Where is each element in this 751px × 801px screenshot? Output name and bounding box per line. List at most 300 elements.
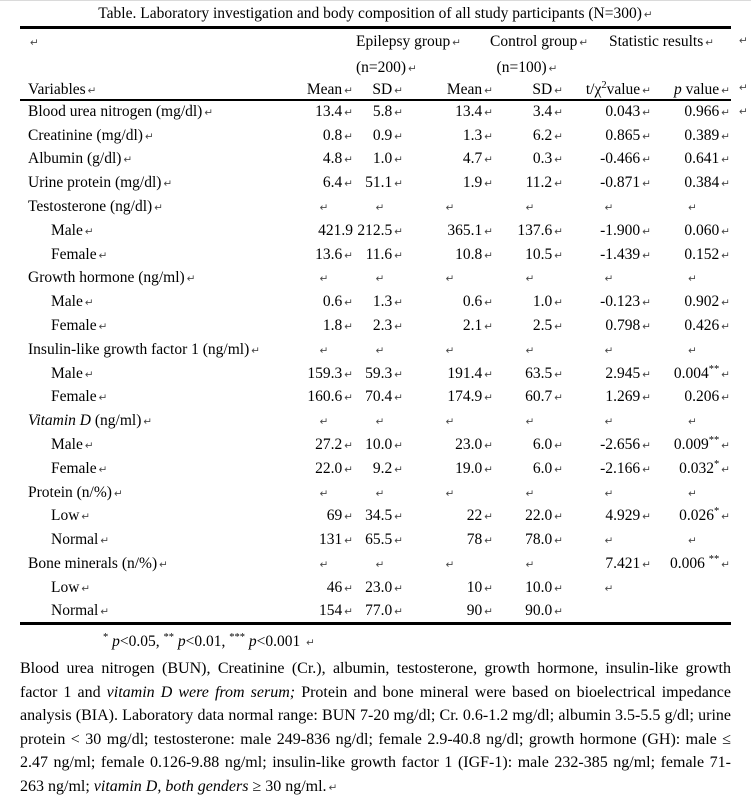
cell-value: 22 ↵ bbox=[466, 507, 493, 525]
return-mark-icon: ↵ bbox=[394, 368, 403, 381]
cell-value: 1.269 ↵ bbox=[605, 388, 651, 406]
return-mark-icon: ↵ bbox=[525, 487, 535, 500]
return-mark-icon: ↵ bbox=[98, 321, 108, 334]
return-mark-icon: ↵ bbox=[554, 130, 563, 143]
return-mark-icon: ↵ bbox=[688, 273, 697, 286]
return-mark-icon: ↵ bbox=[554, 321, 563, 334]
return-mark-icon: ↵ bbox=[525, 273, 535, 286]
header-mean-control: Mean ↵ bbox=[404, 80, 494, 100]
return-mark-icon: ↵ bbox=[344, 511, 353, 524]
return-mark-icon: ↵ bbox=[484, 535, 493, 548]
header-variables: Variables ↵ bbox=[20, 80, 292, 100]
return-mark-icon: ↵ bbox=[642, 249, 651, 262]
cell-value: 0.966 ↵ bbox=[684, 103, 731, 121]
row-label: Male ↵ bbox=[51, 436, 94, 454]
return-mark-icon: ↵ bbox=[81, 582, 91, 595]
cell-value: 0.060 ↵ bbox=[684, 221, 731, 239]
return-mark-icon: ↵ bbox=[484, 130, 493, 143]
row-label: Albumin (g/dl) ↵ bbox=[28, 150, 133, 168]
cell-value bbox=[404, 409, 494, 433]
cell-value: 2.945 ↵ bbox=[605, 364, 651, 382]
significance-asterisk: * bbox=[713, 458, 720, 470]
return-mark-icon: ↵ bbox=[344, 582, 353, 595]
cell-value: 90 ↵ bbox=[466, 601, 493, 619]
header-t-chi2-value: $t/\chi^2value$ ↵ bbox=[564, 80, 652, 100]
cell-value bbox=[404, 552, 494, 576]
return-mark-icon: ↵ bbox=[484, 107, 493, 120]
return-mark-icon: ↵ bbox=[525, 416, 535, 429]
return-mark-icon: ↵ bbox=[688, 202, 697, 215]
return-mark-icon: ↵ bbox=[394, 605, 403, 618]
cell-value: -1.900 ↵ bbox=[600, 221, 651, 239]
cell-value: 1.0 ↵ bbox=[532, 293, 563, 311]
table-row bbox=[20, 243, 731, 267]
row-label: Protein (n/%) ↵ bbox=[28, 483, 123, 501]
table-row bbox=[20, 576, 731, 600]
cell-value bbox=[292, 481, 354, 505]
row-label: Female ↵ bbox=[51, 317, 108, 335]
table-row bbox=[20, 219, 731, 243]
return-mark-icon: ↵ bbox=[705, 37, 715, 49]
header-sd-control: SD ↵ bbox=[494, 80, 564, 100]
table-row bbox=[20, 409, 731, 433]
return-mark-icon: ↵ bbox=[251, 344, 261, 357]
cell-value: 10.0 ↵ bbox=[365, 436, 403, 454]
return-mark-icon: ↵ bbox=[525, 559, 535, 572]
text-segment: <0.01, bbox=[185, 633, 230, 651]
return-mark-icon: ↵ bbox=[721, 84, 731, 97]
cell-value: 131 ↵ bbox=[318, 531, 353, 549]
header-control-n: (n=100) ↵ bbox=[496, 58, 558, 76]
return-mark-icon: ↵ bbox=[604, 202, 614, 215]
cell-value: 4.8 ↵ bbox=[322, 150, 353, 168]
return-mark-icon: ↵ bbox=[642, 225, 651, 238]
return-mark-icon: ↵ bbox=[375, 273, 385, 286]
table-row bbox=[20, 267, 731, 291]
return-mark-icon: ↵ bbox=[484, 440, 493, 453]
cell-value bbox=[354, 409, 404, 433]
row-label: Male ↵ bbox=[51, 293, 94, 311]
cell-value bbox=[564, 267, 652, 291]
cell-value: 1.3 ↵ bbox=[462, 126, 493, 144]
cell-value: 0.6 ↵ bbox=[322, 293, 353, 311]
return-mark-icon: ↵ bbox=[394, 225, 403, 238]
return-mark-icon: ↵ bbox=[344, 440, 353, 453]
return-mark-icon: ↵ bbox=[344, 107, 353, 120]
return-mark-icon: ↵ bbox=[554, 605, 563, 618]
return-mark-icon: ↵ bbox=[721, 559, 731, 572]
table-row bbox=[20, 100, 731, 124]
italic-text: p bbox=[112, 633, 120, 651]
return-mark-icon: ↵ bbox=[84, 297, 94, 310]
cell-value bbox=[564, 576, 652, 600]
cell-value: 2.1 ↵ bbox=[462, 317, 493, 335]
significance-asterisk: ** bbox=[708, 553, 720, 565]
cell-value: 27.2 ↵ bbox=[315, 436, 353, 454]
return-mark-icon: ↵ bbox=[98, 463, 108, 476]
return-mark-icon: ↵ bbox=[30, 37, 39, 49]
return-mark-icon: ↵ bbox=[688, 344, 697, 357]
return-mark-icon: ↵ bbox=[144, 130, 154, 143]
cell-value: 5.8 ↵ bbox=[372, 103, 403, 121]
cell-value: 2.5 ↵ bbox=[532, 317, 563, 335]
row-label: Female ↵ bbox=[51, 459, 108, 477]
return-mark-icon: ↵ bbox=[328, 782, 338, 794]
cell-value bbox=[292, 409, 354, 433]
cell-value: 22.0 ↵ bbox=[315, 459, 353, 477]
return-mark-icon: ↵ bbox=[445, 416, 455, 429]
data-table bbox=[20, 26, 731, 625]
cell-value: 13.4 ↵ bbox=[315, 103, 353, 121]
return-mark-icon: ↵ bbox=[84, 225, 94, 238]
row-label: Normal ↵ bbox=[51, 531, 110, 549]
return-mark-icon: ↵ bbox=[344, 297, 353, 310]
return-mark-icon: ↵ bbox=[394, 463, 403, 476]
cell-value bbox=[404, 338, 494, 362]
return-mark-icon: ↵ bbox=[375, 416, 385, 429]
return-mark-icon: ↵ bbox=[87, 84, 97, 97]
return-mark-icon: ↵ bbox=[554, 368, 563, 381]
return-mark-icon: ↵ bbox=[554, 178, 563, 191]
cell-value bbox=[494, 552, 564, 576]
table-row bbox=[20, 457, 731, 481]
row-label: Testosterone (ng/dl) ↵ bbox=[28, 198, 163, 216]
cell-value bbox=[564, 481, 652, 505]
cell-value: 19.0 ↵ bbox=[455, 459, 493, 477]
significance-asterisk: ** bbox=[163, 631, 174, 643]
return-mark-icon: ↵ bbox=[721, 392, 731, 405]
cell-value: 137.6 ↵ bbox=[517, 221, 563, 239]
cell-value: 6.0 ↵ bbox=[532, 459, 563, 477]
cell-value: 11.2 ↵ bbox=[525, 174, 563, 192]
return-mark-icon: ↵ bbox=[445, 344, 455, 357]
return-mark-icon: ↵ bbox=[484, 392, 493, 405]
italic-text: vitamin D were from serum; bbox=[106, 683, 296, 701]
return-mark-icon: ↵ bbox=[344, 463, 353, 476]
cell-value: 90.0 ↵ bbox=[525, 601, 563, 619]
significance-asterisk: *** bbox=[229, 631, 245, 643]
return-mark-icon: ↵ bbox=[604, 273, 614, 286]
cell-value bbox=[564, 600, 652, 624]
cell-value bbox=[404, 481, 494, 505]
return-mark-icon: ↵ bbox=[123, 154, 133, 167]
cell-value bbox=[354, 195, 404, 219]
return-mark-icon: ↵ bbox=[484, 582, 493, 595]
cell-value bbox=[652, 409, 731, 433]
header-epilepsy-group: Epilepsy group ↵ bbox=[356, 33, 462, 50]
header-control-group: Control group ↵ bbox=[490, 33, 589, 50]
return-mark-icon: ↵ bbox=[721, 511, 731, 524]
return-mark-icon: ↵ bbox=[688, 535, 697, 548]
table-row bbox=[20, 148, 731, 172]
return-mark-icon: ↵ bbox=[375, 202, 385, 215]
cell-value bbox=[494, 267, 564, 291]
cell-value: 0.026* ↵ bbox=[679, 506, 731, 525]
return-mark-icon: ↵ bbox=[721, 249, 731, 262]
return-mark-icon: ↵ bbox=[721, 368, 731, 381]
return-mark-icon: ↵ bbox=[394, 178, 403, 191]
return-mark-icon: ↵ bbox=[739, 35, 748, 47]
significance-asterisk: ** bbox=[708, 434, 720, 446]
cell-value bbox=[564, 409, 652, 433]
cell-value: 13.4 ↵ bbox=[455, 103, 493, 121]
cell-value: 46 ↵ bbox=[326, 578, 353, 596]
cell-value bbox=[494, 409, 564, 433]
cell-value: 0.389 ↵ bbox=[684, 126, 731, 144]
cell-value bbox=[404, 267, 494, 291]
return-mark-icon: ↵ bbox=[554, 249, 563, 262]
return-mark-icon: ↵ bbox=[344, 154, 353, 167]
return-mark-icon: ↵ bbox=[525, 344, 535, 357]
row-label: Normal ↵ bbox=[51, 601, 110, 619]
text-segment: <0.001 bbox=[256, 633, 305, 651]
cell-value: 0.152 ↵ bbox=[684, 245, 731, 263]
return-mark-icon: ↵ bbox=[344, 130, 353, 143]
cell-value: 0.032* ↵ bbox=[679, 458, 731, 477]
row-label: Urine protein (mg/dl) ↵ bbox=[28, 174, 173, 192]
italic-text: vitamin D, both genders bbox=[93, 778, 249, 795]
cell-value: 4.7 ↵ bbox=[462, 150, 493, 168]
return-mark-icon: ↵ bbox=[394, 321, 403, 334]
return-mark-icon: ↵ bbox=[344, 535, 353, 548]
return-mark-icon: ↵ bbox=[642, 440, 651, 453]
cell-value: 1.9 ↵ bbox=[462, 174, 493, 192]
table-row bbox=[20, 552, 731, 576]
return-mark-icon: ↵ bbox=[375, 487, 385, 500]
cell-value bbox=[354, 552, 404, 576]
return-mark-icon: ↵ bbox=[98, 249, 108, 262]
return-mark-icon: ↵ bbox=[159, 559, 168, 572]
cell-value: 13.6 ↵ bbox=[315, 245, 353, 263]
return-mark-icon: ↵ bbox=[642, 559, 651, 572]
return-mark-icon: ↵ bbox=[642, 511, 651, 524]
cell-value: 9.2 ↵ bbox=[372, 459, 403, 477]
return-mark-icon: ↵ bbox=[408, 62, 417, 75]
cell-value: 0.902 ↵ bbox=[684, 293, 731, 311]
table-row bbox=[20, 171, 731, 195]
cell-value: 159.3 ↵ bbox=[307, 364, 353, 382]
cell-value: 59.3 ↵ bbox=[365, 364, 403, 382]
return-mark-icon: ↵ bbox=[84, 440, 94, 453]
table-row bbox=[20, 314, 731, 338]
cell-value: -0.123 ↵ bbox=[600, 293, 651, 311]
cell-value: -2.656 ↵ bbox=[600, 436, 651, 454]
return-mark-icon: ↵ bbox=[554, 463, 563, 476]
cell-value: 4.929 ↵ bbox=[605, 507, 651, 525]
cell-value bbox=[652, 600, 731, 624]
return-mark-icon: ↵ bbox=[344, 321, 353, 334]
cell-value: 7.421 ↵ bbox=[605, 555, 651, 573]
cell-value bbox=[652, 267, 731, 291]
return-mark-icon: ↵ bbox=[554, 535, 563, 548]
row-label: Creatinine (mg/dl) ↵ bbox=[28, 126, 154, 144]
return-mark-icon: ↵ bbox=[721, 178, 731, 191]
return-mark-icon: ↵ bbox=[344, 178, 353, 191]
return-mark-icon: ↵ bbox=[319, 487, 329, 500]
table-row bbox=[20, 124, 731, 148]
cell-value: 421.9 bbox=[318, 221, 353, 239]
significance-asterisk: ** bbox=[708, 363, 720, 375]
return-mark-icon: ↵ bbox=[554, 582, 563, 595]
return-mark-icon: ↵ bbox=[484, 368, 493, 381]
return-mark-icon: ↵ bbox=[394, 511, 403, 524]
return-mark-icon: ↵ bbox=[484, 154, 493, 167]
return-mark-icon: ↵ bbox=[739, 82, 748, 94]
text-segment: Blood urea nitrogen (BUN), Creatinine (Cr.), albumin, testosterone, growth hormone, insulin-like growth factor 1 and bbox=[20, 660, 731, 701]
cell-value bbox=[652, 195, 731, 219]
return-mark-icon: ↵ bbox=[319, 416, 329, 429]
return-mark-icon: ↵ bbox=[688, 487, 697, 500]
return-mark-icon: ↵ bbox=[484, 605, 493, 618]
return-mark-icon: ↵ bbox=[554, 297, 563, 310]
return-mark-icon: ↵ bbox=[604, 344, 614, 357]
return-mark-icon: ↵ bbox=[100, 535, 110, 548]
cell-value: 60.7 ↵ bbox=[525, 388, 563, 406]
cell-value: -1.439 ↵ bbox=[600, 245, 651, 263]
return-mark-icon: ↵ bbox=[445, 559, 455, 572]
return-mark-icon: ↵ bbox=[484, 511, 493, 524]
return-mark-icon: ↵ bbox=[604, 535, 614, 548]
cell-value: 23.0 ↵ bbox=[455, 436, 493, 454]
cell-value: 65.5 ↵ bbox=[365, 531, 403, 549]
significance-asterisk: * bbox=[103, 631, 109, 643]
cell-value: 0.865 ↵ bbox=[605, 126, 651, 144]
return-mark-icon: ↵ bbox=[579, 37, 589, 49]
table-notes-paragraph bbox=[20, 657, 731, 801]
cell-value: 0.3 ↵ bbox=[532, 150, 563, 168]
return-mark-icon: ↵ bbox=[554, 225, 563, 238]
return-mark-icon: ↵ bbox=[604, 582, 614, 595]
cell-value: 0.043 ↵ bbox=[605, 103, 651, 121]
row-label: Growth hormone (ng/ml) ↵ bbox=[28, 269, 196, 287]
return-mark-icon: ↵ bbox=[642, 107, 651, 120]
cell-value: 1.0 ↵ bbox=[372, 150, 403, 168]
cell-value bbox=[292, 338, 354, 362]
return-mark-icon: ↵ bbox=[642, 130, 651, 143]
return-mark-icon: ↵ bbox=[81, 511, 91, 524]
cell-value: 212.5 ↵ bbox=[357, 221, 403, 239]
italic-text: p bbox=[248, 633, 257, 651]
text-segment: Protein and bone mineral were based on bioelectrical impedance analysis (BIA). Laboratory data normal range: BUN 7-20 mg/dl; Cr. 0.6-1.2 mg/dl; albumin 3.5-5.5 g/dl; urine protein < 30 mg/dl; testosterone: male 249-836 ng/dl; female 2.9-40.8 ng/dl; growth hormone (GH): male ≤ 2.47 ng/ml; female 0.126-9.88 ng/ml; insulin-like growth factor 1 (IGF-1): male 232-385 ng/ml; female 71-263 ng/ml; bbox=[20, 683, 732, 795]
return-mark-icon: ↵ bbox=[344, 249, 353, 262]
header-statistic-results: Statistic results ↵ bbox=[608, 33, 715, 50]
return-mark-icon: ↵ bbox=[721, 440, 731, 453]
cell-value bbox=[354, 481, 404, 505]
header-empty-cell bbox=[20, 28, 292, 56]
return-mark-icon: ↵ bbox=[642, 154, 651, 167]
return-mark-icon: ↵ bbox=[554, 392, 563, 405]
cell-value: 154 ↵ bbox=[318, 601, 353, 619]
italic-text: p bbox=[177, 633, 186, 651]
return-mark-icon: ↵ bbox=[484, 297, 493, 310]
cell-value: 191.4 ↵ bbox=[447, 364, 493, 382]
row-label: Bone minerals (n/%) ↵ bbox=[28, 555, 168, 573]
cell-value bbox=[494, 338, 564, 362]
return-mark-icon: ↵ bbox=[394, 535, 403, 548]
header-n-row bbox=[20, 55, 731, 80]
return-mark-icon: ↵ bbox=[554, 511, 563, 524]
return-mark-icon: ↵ bbox=[548, 62, 558, 75]
cell-value: 6.2 ↵ bbox=[532, 126, 563, 144]
cell-value: 69 ↵ bbox=[326, 507, 353, 525]
table-row bbox=[20, 481, 731, 505]
return-mark-icon: ↵ bbox=[186, 273, 196, 286]
cell-value: 2.3 ↵ bbox=[372, 317, 403, 335]
cell-value bbox=[354, 338, 404, 362]
return-mark-icon: ↵ bbox=[394, 249, 403, 262]
return-mark-icon: ↵ bbox=[484, 225, 493, 238]
cell-value bbox=[652, 576, 731, 600]
return-mark-icon: ↵ bbox=[394, 392, 403, 405]
table-title bbox=[0, 1, 751, 26]
cell-value: 160.6 ↵ bbox=[307, 388, 353, 406]
return-mark-icon: ↵ bbox=[642, 297, 651, 310]
return-mark-icon: ↵ bbox=[642, 368, 651, 381]
table-row bbox=[20, 505, 731, 529]
return-mark-icon: ↵ bbox=[452, 37, 462, 49]
return-mark-icon: ↵ bbox=[721, 154, 731, 167]
cell-value: 0.206 ↵ bbox=[684, 388, 731, 406]
return-mark-icon: ↵ bbox=[100, 605, 110, 618]
cell-value bbox=[564, 195, 652, 219]
return-mark-icon: ↵ bbox=[642, 392, 651, 405]
row-label-italic: Vitamin D bbox=[28, 412, 91, 430]
return-mark-icon: ↵ bbox=[143, 416, 153, 429]
return-mark-icon: ↵ bbox=[721, 130, 731, 143]
cell-value: 0.426 ↵ bbox=[684, 317, 731, 335]
table-row bbox=[20, 362, 731, 386]
row-label: Female ↵ bbox=[51, 388, 108, 406]
cell-value: 10 ↵ bbox=[466, 578, 493, 596]
row-label: Male ↵ bbox=[51, 364, 94, 382]
header-empty-cell bbox=[20, 55, 292, 80]
return-mark-icon: ↵ bbox=[375, 559, 385, 572]
return-mark-icon: ↵ bbox=[445, 202, 455, 215]
cell-value: 10.0 ↵ bbox=[525, 578, 563, 596]
cell-value: 0.009** ↵ bbox=[673, 434, 731, 454]
text-segment: ≥ 30 ng/ml. bbox=[248, 778, 327, 795]
return-mark-icon: ↵ bbox=[98, 392, 108, 405]
return-mark-icon: ↵ bbox=[642, 84, 651, 97]
return-mark-icon: ↵ bbox=[319, 344, 329, 357]
return-mark-icon: ↵ bbox=[306, 637, 315, 650]
chi-squared-superscript: 2 bbox=[601, 79, 607, 91]
cell-value: 3.4 ↵ bbox=[532, 103, 563, 121]
return-mark-icon: ↵ bbox=[394, 154, 403, 167]
return-mark-icon: ↵ bbox=[484, 84, 493, 97]
return-mark-icon: ↵ bbox=[721, 225, 731, 238]
cell-value: 0.006 ** ↵ bbox=[669, 553, 731, 573]
return-mark-icon: ↵ bbox=[484, 249, 493, 262]
return-mark-icon: ↵ bbox=[375, 344, 385, 357]
table-row bbox=[20, 433, 731, 457]
header-p-value: p value ↵ bbox=[652, 80, 731, 100]
cell-value: 51.1 ↵ bbox=[365, 174, 403, 192]
header-empty-cell bbox=[564, 55, 731, 80]
cell-value bbox=[292, 267, 354, 291]
return-mark-icon: ↵ bbox=[394, 297, 403, 310]
row-label: Insulin-like growth factor 1 (ng/ml) ↵ bbox=[28, 340, 261, 358]
return-mark-icon: ↵ bbox=[394, 130, 403, 143]
return-mark-icon: ↵ bbox=[344, 392, 353, 405]
return-mark-icon: ↵ bbox=[394, 582, 403, 595]
cell-value: 63.5 ↵ bbox=[525, 364, 563, 382]
row-label: Vitamin D (ng/ml) ↵ bbox=[28, 412, 153, 430]
row-label: Low ↵ bbox=[51, 578, 91, 596]
return-mark-icon: ↵ bbox=[445, 487, 455, 500]
cell-value: 1.8 ↵ bbox=[322, 317, 353, 335]
return-mark-icon: ↵ bbox=[484, 321, 493, 334]
